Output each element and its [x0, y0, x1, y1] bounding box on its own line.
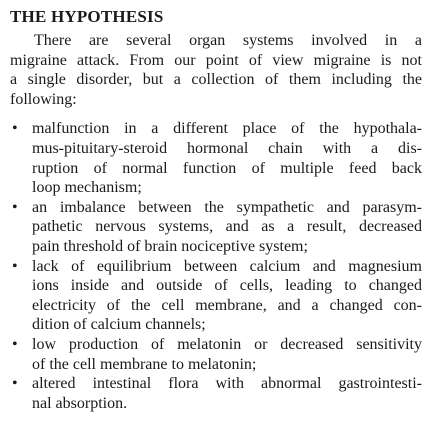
- bullet-line: of the cell membrane to melatonin;: [32, 355, 257, 373]
- bullet-icon: •: [12, 120, 18, 138]
- bullet-line: pain threshold of brain nociceptive system;: [32, 237, 308, 255]
- bullet-icon: •: [12, 257, 18, 275]
- intro-paragraph: [10, 31, 422, 109]
- bullet-line: malfunction in a different place of the hypothala-: [32, 120, 422, 138]
- intro-line: migraine attack. From our point of view migraine is not: [10, 51, 422, 69]
- bullet-item: [10, 374, 422, 413]
- bullet-line: loop mechanism;: [32, 179, 142, 197]
- bullet-line: altered intestinal flora with abnormal gastrointesti-: [32, 375, 422, 393]
- bullet-icon: •: [12, 375, 18, 393]
- section-heading: THE HYPOTHESIS: [10, 7, 164, 26]
- bullet-line: dition of calcium channels;: [32, 316, 206, 334]
- bullet-item: [10, 335, 422, 374]
- bullet-line: electricity of the cell membrane, and a changed con-: [32, 296, 422, 314]
- bullet-line: nal absorption.: [32, 394, 128, 412]
- bullet-item: [10, 257, 422, 335]
- bullet-line: lack of equilibrium between calcium and magnesium: [32, 257, 422, 275]
- bullet-item: [10, 119, 422, 197]
- bullet-icon: •: [12, 335, 18, 353]
- bullet-item: [10, 198, 422, 257]
- bullet-line: ruption of normal function of multiple feed back: [32, 159, 422, 177]
- bullet-list: [10, 119, 422, 413]
- bullet-icon: •: [12, 198, 18, 216]
- intro-line: following:: [10, 90, 77, 108]
- bullet-line: low production of melatonin or decreased sensitivity: [32, 335, 422, 353]
- bullet-line: mus-pituitary-steroid hormonal chain with a dis-: [32, 139, 422, 157]
- bullet-line: ions inside and outside of cells, leading to changed: [32, 277, 422, 295]
- document-page: [10, 6, 422, 413]
- bullet-line: an imbalance between the sympathetic and parasym-: [32, 198, 422, 216]
- bullet-line: pathetic nervous systems, and as a result, decreased: [32, 218, 422, 236]
- intro-line: a single disorder, but a collection of them including the: [10, 71, 422, 89]
- intro-line: There are several organ systems involved in a: [34, 32, 422, 49]
